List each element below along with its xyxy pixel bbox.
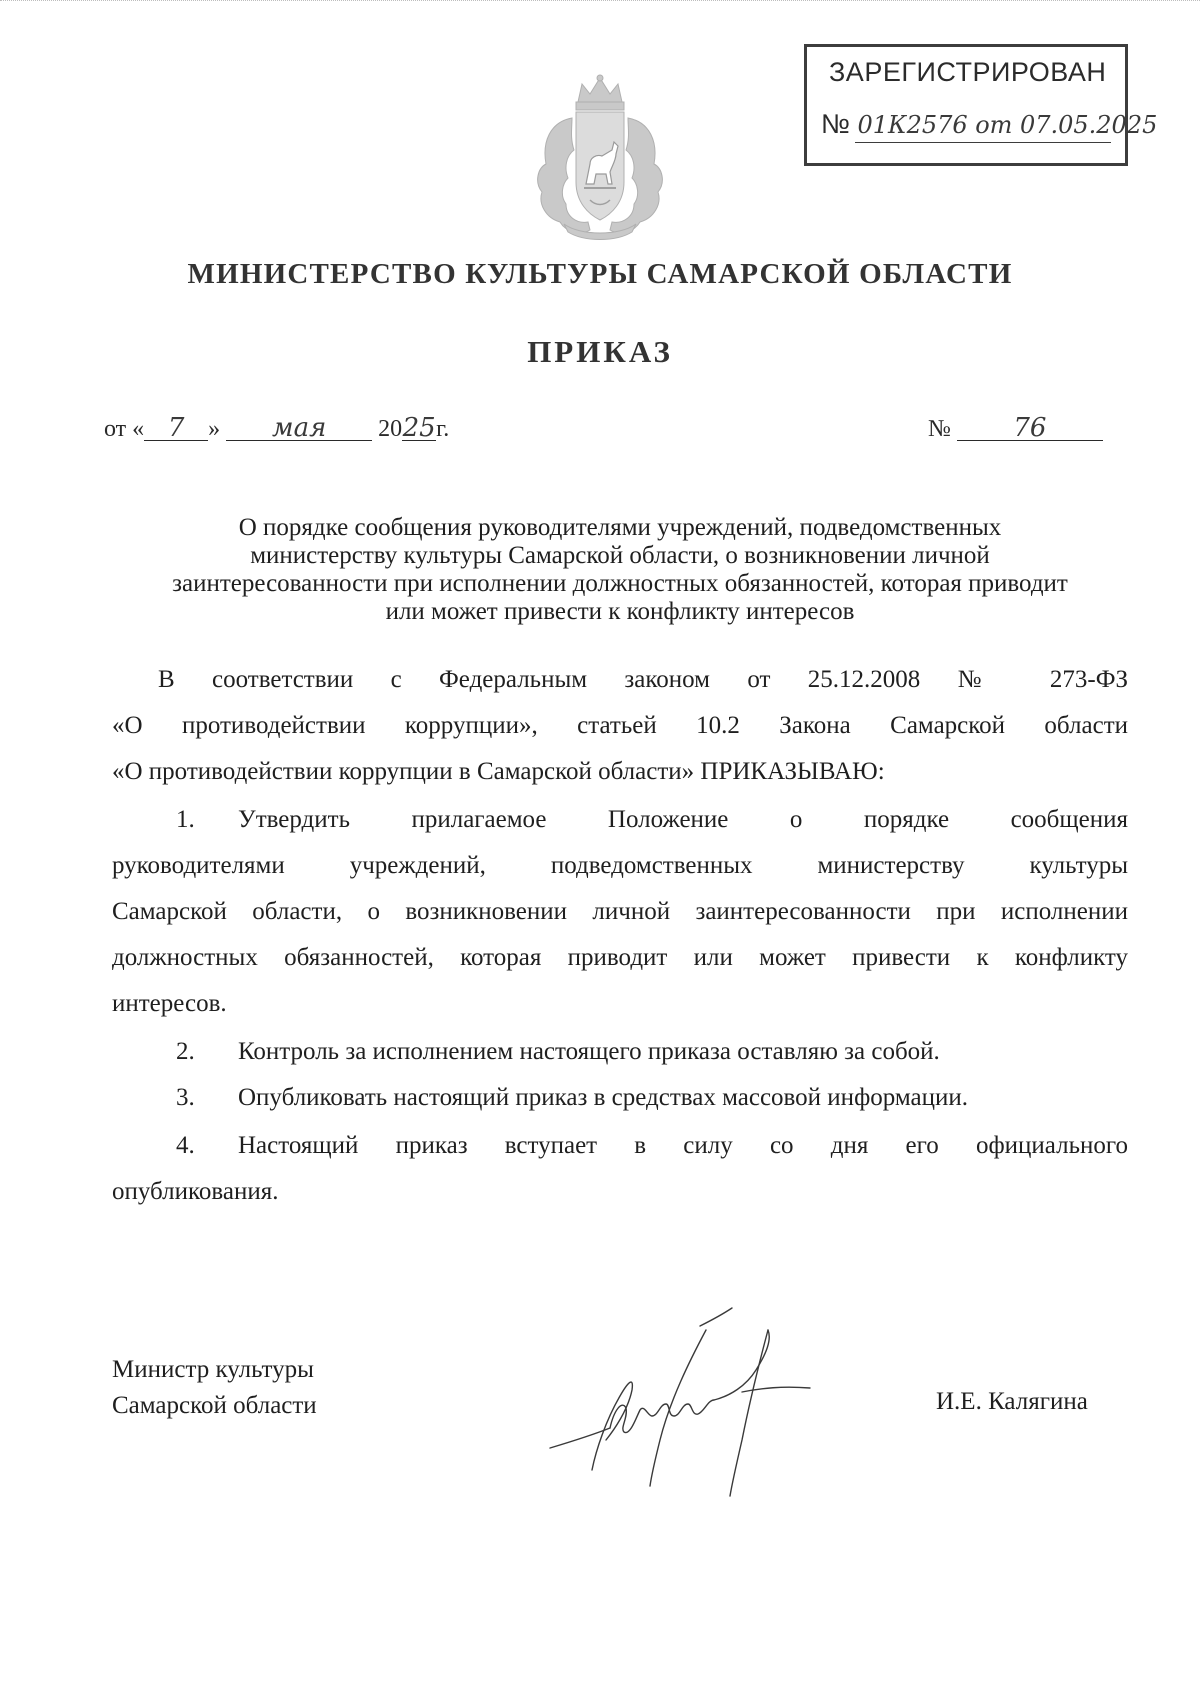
ministry-title: МИНИСТЕРСТВО КУЛЬТУРЫ САМАРСКОЙ ОБЛАСТИ xyxy=(187,258,1013,290)
item-line: опубликования. xyxy=(112,1178,279,1205)
item-number: 1. xyxy=(176,806,195,833)
item-number: 4. xyxy=(176,1132,195,1159)
date-quote-close: » xyxy=(208,416,221,442)
signatory-position-line: Самарской области xyxy=(112,1392,317,1419)
handwritten-signature-icon xyxy=(510,1300,850,1500)
stamp-handwritten-date: 07.05.2025 xyxy=(1019,111,1158,139)
item-line: должностных обязанностей, которая приводит или может привести к конфликту xyxy=(112,944,1128,971)
stamp-from-word: от xyxy=(975,111,1013,139)
item-line: Контроль за исполнением настоящего приказа оставляю за собой. xyxy=(238,1038,940,1065)
order-number: 76 xyxy=(957,416,1103,441)
date-prefix: от « xyxy=(104,416,145,442)
stamp-underline xyxy=(855,142,1111,143)
date-day: 7 xyxy=(144,416,208,441)
preamble-line: «О противодействии коррупции», статьей 10.2 Закона Самарской области xyxy=(112,712,1128,739)
subject-line: О порядке сообщения руководителями учреждений, подведомственных xyxy=(238,514,1002,541)
order-number-line xyxy=(928,413,1103,443)
stamp-registration-line xyxy=(821,109,1158,140)
order-number-prefix: № xyxy=(928,416,951,442)
item-line: руководителями учреждений, подведомственных министерству культуры xyxy=(112,852,1128,879)
date-line xyxy=(104,413,450,443)
subject-line: или может привести к конфликту интересов xyxy=(385,598,855,625)
date-year-suffix: 25 xyxy=(402,413,436,443)
item-line: Утвердить прилагаемое Положение о порядке сообщения xyxy=(238,806,1128,833)
signatory-position xyxy=(112,1352,317,1424)
subject-line: министерству культуры Самарской области, о возникновении личной xyxy=(250,542,990,569)
stamp-number-prefix: № xyxy=(821,109,850,139)
signatory-name: И.Е. Калягина xyxy=(936,1388,1088,1415)
item-line: Самарской области, о возникновении личной заинтересованности при исполнении xyxy=(112,898,1128,925)
registration-stamp xyxy=(804,44,1158,166)
stamp-title: ЗАРЕГИСТРИРОВАН xyxy=(829,57,1107,87)
date-month: мая xyxy=(226,416,372,441)
date-year-unit: г. xyxy=(436,416,450,442)
item-line: Настоящий приказ вступает в силу со дня его официального xyxy=(238,1132,1128,1159)
item-number: 2. xyxy=(176,1038,195,1065)
subject-line: заинтересованности при исполнении должностных обязанностей, которая приводит xyxy=(172,570,1068,597)
stamp-handwritten-number: 01К2576 xyxy=(857,111,968,139)
item-number: 3. xyxy=(176,1084,195,1111)
scan-top-border xyxy=(0,0,1200,2)
document-type-title: ПРИКАЗ xyxy=(527,334,673,369)
signatory-position-line: Министр культуры xyxy=(112,1356,314,1383)
samara-coat-of-arms-icon xyxy=(520,72,680,242)
order-subject xyxy=(120,514,1120,626)
date-year-prefix: 20 xyxy=(378,416,403,442)
preamble-line: В соответствии с Федеральным законом от 25.12.2008 № 273-ФЗ xyxy=(158,666,1128,693)
item-line: Опубликовать настоящий приказ в средствах массовой информации. xyxy=(238,1084,969,1111)
item-line: интересов. xyxy=(112,990,227,1017)
preamble-line: «О противодействии коррупции в Самарской области» ПРИКАЗЫВАЮ: xyxy=(112,758,885,785)
